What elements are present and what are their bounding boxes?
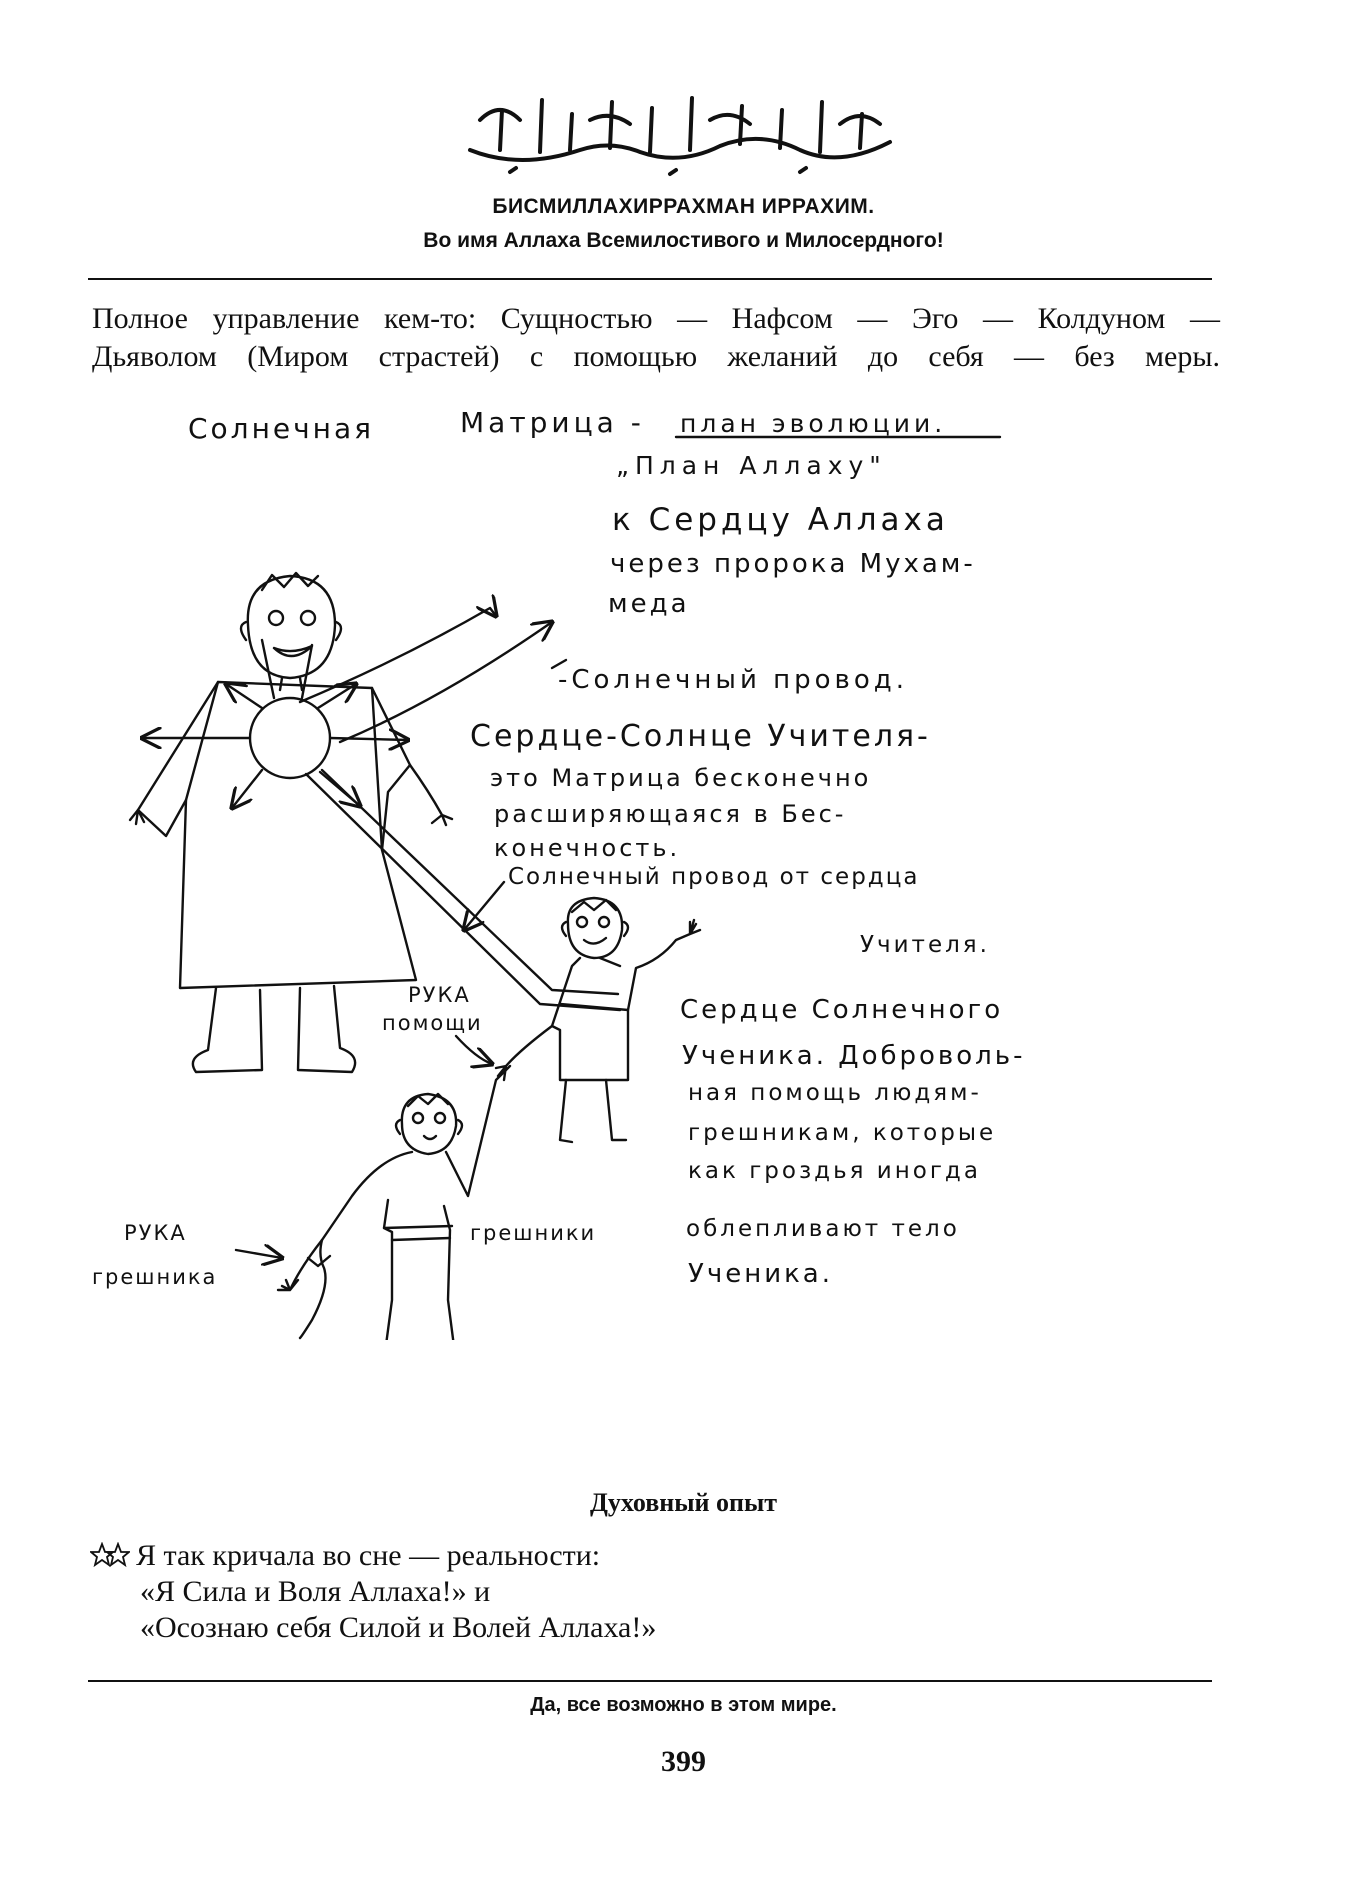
diagram-heart-line: к Сердцу Аллаха bbox=[612, 502, 949, 538]
diagram-wire-from-heart: Солнечный провод от сердца bbox=[508, 864, 920, 890]
page-header-subtitle: Во имя Аллаха Всемилостивого и Милосердного! bbox=[423, 229, 944, 252]
diagram-title-plan: план эволюции. bbox=[680, 409, 947, 438]
spiritual-experience bbox=[96, 1538, 656, 1646]
diagram-sinner-hand-label: грешника bbox=[92, 1265, 218, 1289]
diagram-heart-line: меда bbox=[608, 589, 690, 619]
section-title: Духовный опыт bbox=[589, 1488, 778, 1517]
diagram-plan-allah: „План Аллаху" bbox=[616, 451, 887, 480]
double-star-icon bbox=[90, 1542, 130, 1568]
diagram-help-hand-label: помощи bbox=[382, 1011, 483, 1035]
diagram-sinners-label: грешники bbox=[470, 1221, 597, 1245]
teacher-heart-sun bbox=[250, 698, 330, 778]
diagram-title-matrix: Матрица - bbox=[460, 406, 645, 439]
diagram-heart-line: через пророка Мухам- bbox=[610, 549, 976, 579]
experience-line: «Я Сила и Воля Аллаха!» и bbox=[140, 1575, 491, 1608]
diagram-solar-wire-label: -Солнечный провод. bbox=[558, 665, 908, 695]
experience-line: «Осознаю себя Силой и Волей Аллаха!» bbox=[140, 1611, 657, 1644]
diagram-student-line: Ученика. Доброволь- bbox=[682, 1041, 1026, 1071]
diagram-student-line: Сердце Солнечного bbox=[680, 995, 1004, 1025]
page-header-title: БИСМИЛЛАХИРРАХМАН ИРРАХИМ. bbox=[492, 195, 875, 218]
diagram-teacher-line: расширяющаяся в Бес- bbox=[494, 800, 847, 828]
diagram-student-line: облепливают тело bbox=[686, 1216, 960, 1242]
footer-text: Да, все возможно в этом мире. bbox=[530, 1694, 837, 1716]
hand-drawn-diagram bbox=[0, 380, 1367, 1340]
diagram-teacher-line: Сердце-Солнце Учителя- bbox=[470, 719, 931, 754]
diagram-wire-from-heart: Учителя. bbox=[860, 932, 990, 958]
diagram-student-line: грешникам, которые bbox=[688, 1120, 997, 1146]
diagram-title-solar: Солнечная bbox=[188, 412, 374, 445]
intro-paragraph bbox=[92, 300, 1220, 376]
basmala-calligraphy-icon bbox=[440, 80, 920, 180]
diagram-teacher-line: конечность. bbox=[494, 834, 681, 862]
diagram-teacher-line: это Матрица бесконечно bbox=[490, 764, 872, 792]
teacher-head bbox=[248, 576, 335, 678]
intro-line: Дьяволом (Миром страстей) с помощью желаний до себя — без меры. bbox=[92, 340, 1220, 373]
diagram-student-line: Ученика. bbox=[688, 1259, 833, 1289]
page-number: 399 bbox=[661, 1745, 706, 1778]
footer-divider bbox=[88, 1680, 1212, 1682]
header-divider bbox=[88, 278, 1212, 280]
diagram-sinner-hand-label: РУКА bbox=[124, 1221, 187, 1245]
experience-line: Я так кричала во сне — реальности: bbox=[136, 1539, 601, 1572]
diagram-help-hand-label: РУКА bbox=[408, 983, 471, 1007]
diagram-student-line: как гроздья иногда bbox=[688, 1158, 981, 1184]
diagram-student-line: ная помощь людям- bbox=[688, 1080, 982, 1106]
intro-line: Полное управление кем-то: Сущностью — Нафсом — Эго — Колдуном — bbox=[92, 302, 1220, 335]
